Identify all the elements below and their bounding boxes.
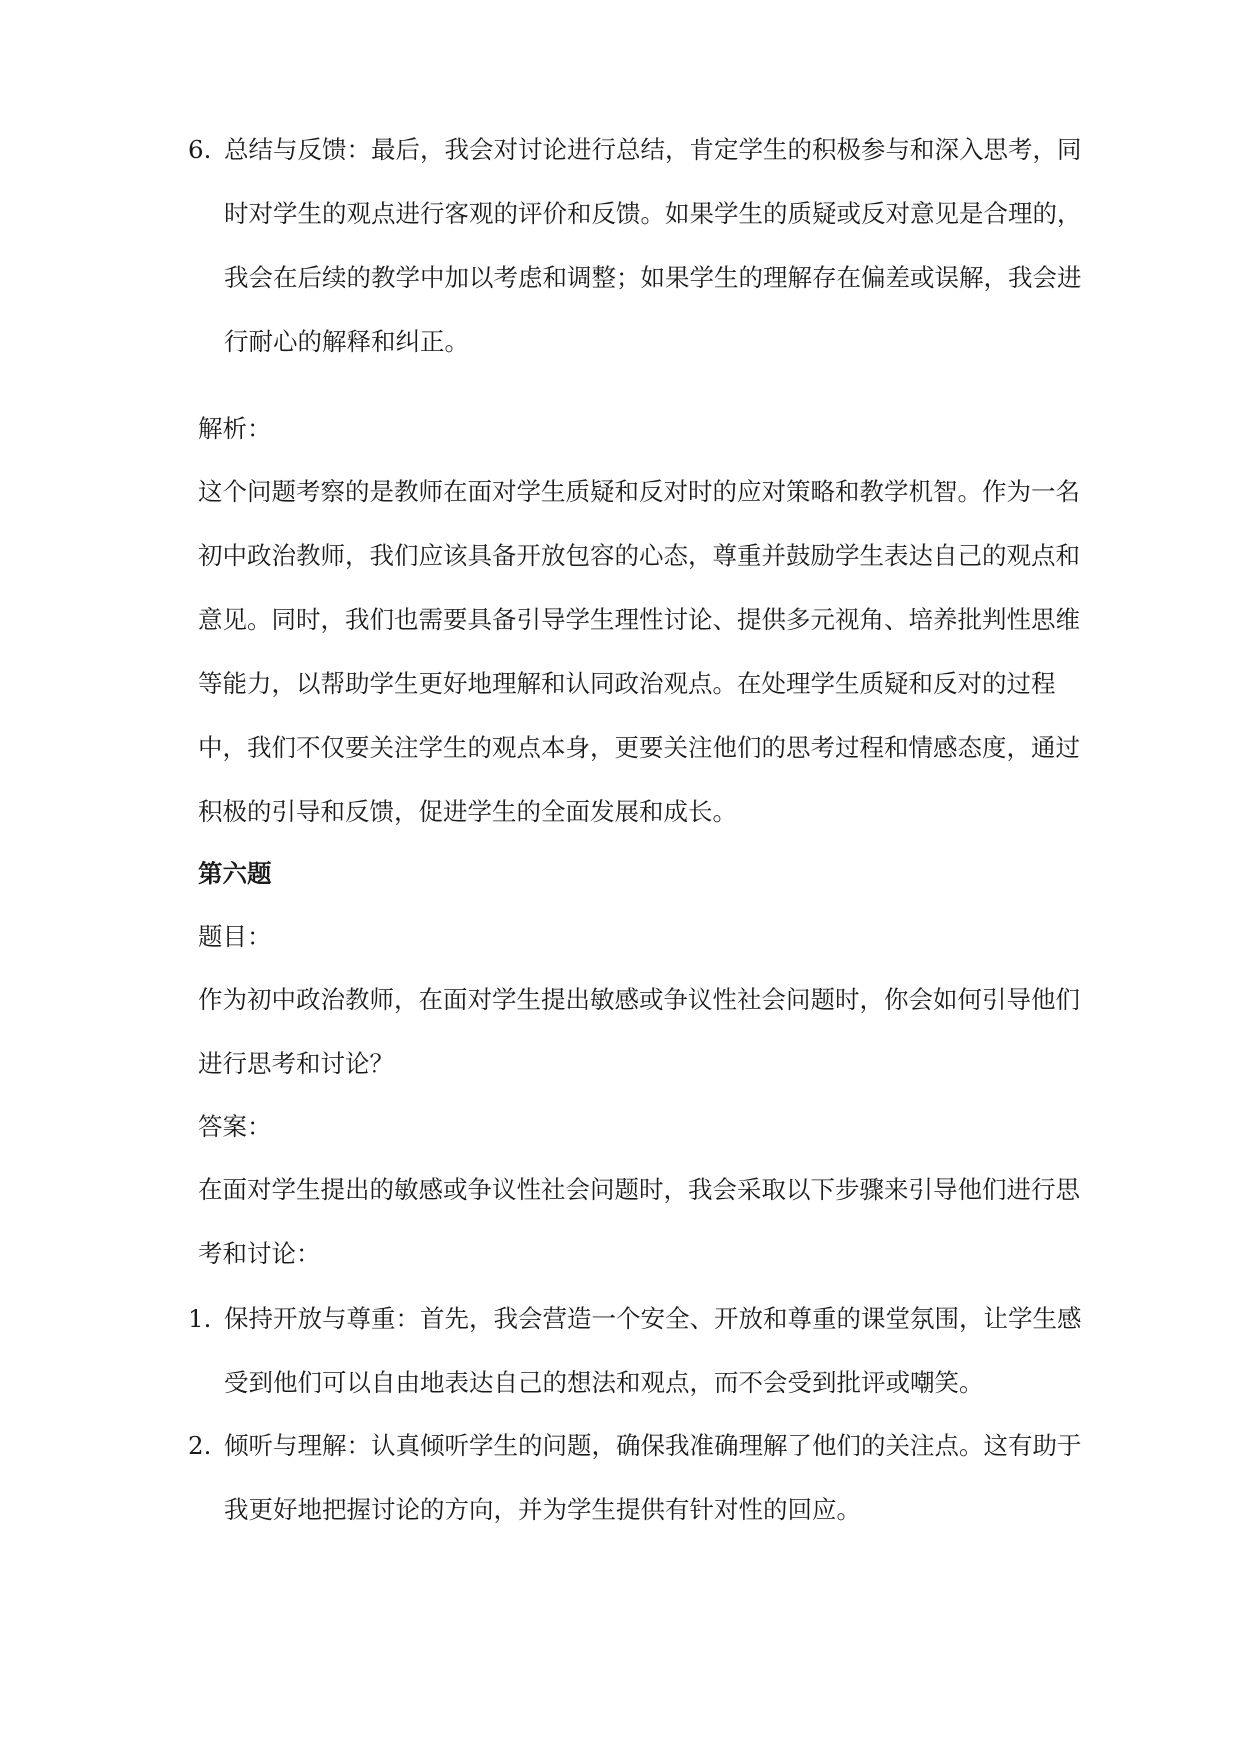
list-number: 6. <box>188 135 212 164</box>
list-number: 1. <box>188 1304 212 1333</box>
analysis-paragraph: 这个问题考察的是教师在面对学生质疑和反对时的应对策略和教学机智。作为一名初中政治教师，我们应该具备开放包容的心态，尊重并鼓励学生表达自己的观点和意见。同时，我们也需要具备引导学生理性讨论、提供多元视角、培养批判性思维等能力，以帮助学生更好地理解和认同政治观点。在处理学生质疑和反对的过程中，我们不仅要关注学生的观点本身，更要关注他们的思考过程和情感态度，通过积极的引导和反馈，促进学生的全面发展和成长。 <box>198 477 1080 826</box>
list-text: 保持开放与尊重：首先，我会营造一个安全、开放和尊重的课堂氛围，让学生感受到他们可以自由地表达自己的想法和观点，而不会受到批评或嘲笑。 <box>224 1304 1082 1397</box>
list-number: 2. <box>188 1431 212 1460</box>
list-item-2 <box>188 1414 1083 1542</box>
list-item-6 <box>188 118 1083 374</box>
question-paragraph: 作为初中政治教师，在面对学生提出敏感或争议性社会问题时，你会如何引导他们进行思考和讨论？ <box>198 985 1080 1078</box>
analysis-label: 解析： <box>198 414 272 443</box>
list-text: 总结与反馈：最后，我会对讨论进行总结，肯定学生的积极参与和深入思考，同时对学生的观点进行客观的评价和反馈。如果学生的质疑或反对意见是合理的，我会在后续的教学中加以考虑和调整；如果学生的理解存在偏差或误解，我会进行耐心的解释和纠正。 <box>224 135 1082 356</box>
list-text: 倾听与理解：认真倾听学生的问题，确保我准确理解了他们的关注点。这有助于我更好地把握讨论的方向，并为学生提供有针对性的回应。 <box>224 1431 1082 1524</box>
question-label: 题目： <box>198 922 272 951</box>
answer-label: 答案： <box>198 1112 272 1141</box>
list-item-1 <box>188 1287 1083 1415</box>
answer-intro: 在面对学生提出的敏感或争议性社会问题时，我会采取以下步骤来引导他们进行思考和讨论： <box>198 1175 1080 1268</box>
section-title: 第六题 <box>198 859 272 888</box>
